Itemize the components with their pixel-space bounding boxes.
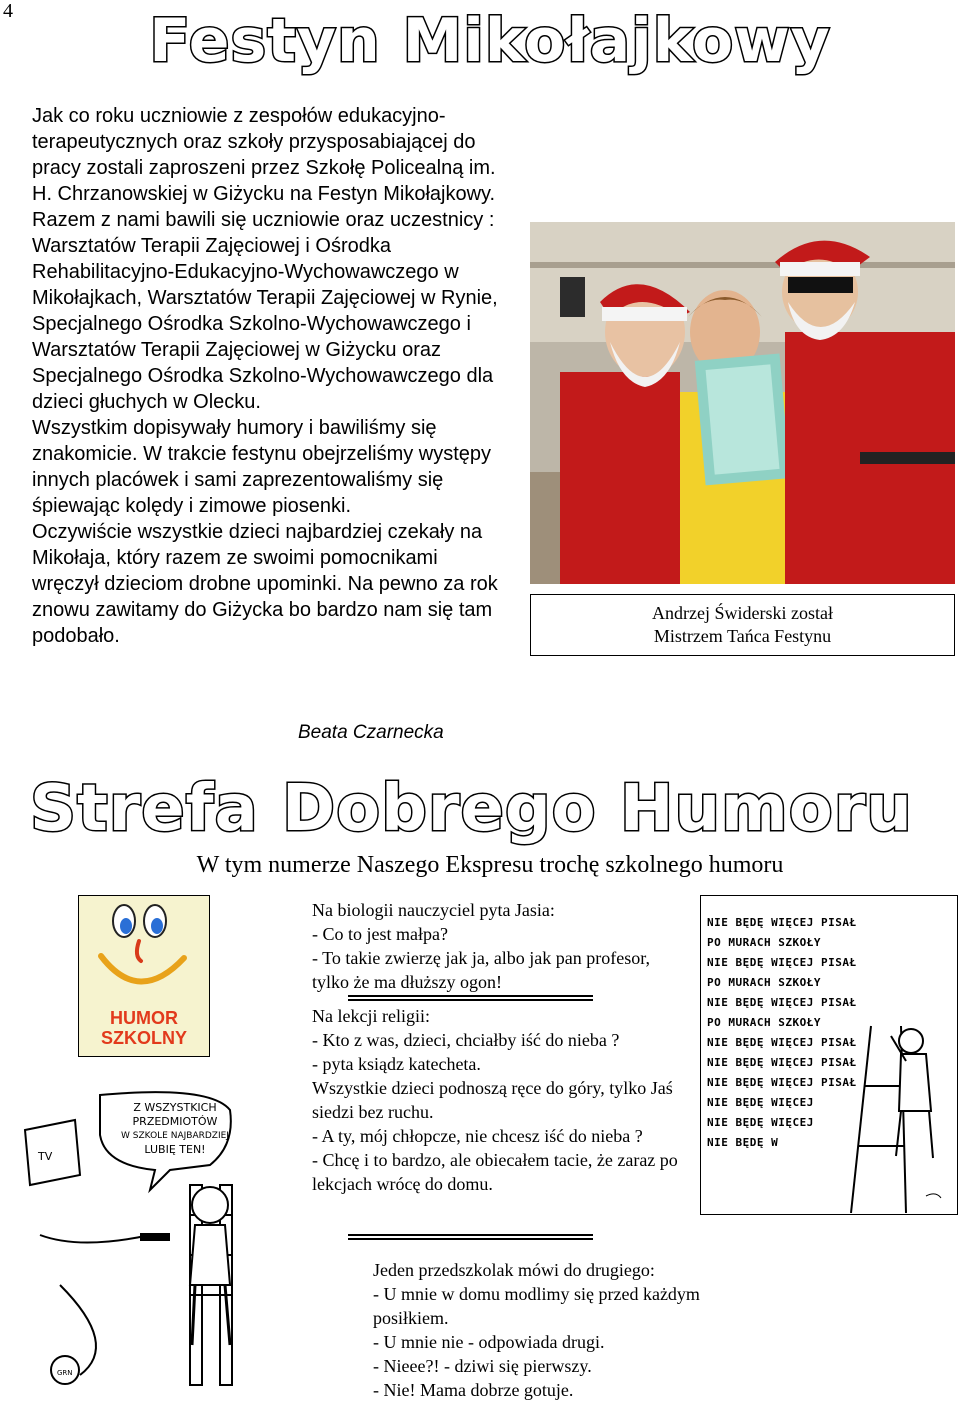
article-author: Beata Czarnecka (298, 722, 444, 743)
joke-line: - U mnie nie - odpowiada drugi. (373, 1332, 605, 1352)
board-line: PO MURACH SZKOŁY (707, 936, 821, 949)
interview-cartoon (20, 1085, 260, 1387)
joke-line: - Kto z was, dzieci, chciałby iść do nieba ? (312, 1030, 620, 1050)
section-subtitle: W tym numerze Naszego Ekspresu trochę szkolnego humoru (196, 852, 784, 878)
humor-logo (78, 895, 210, 1057)
speech-line: PRZEDMIOTÓW (132, 1115, 218, 1128)
board-line: NIE BĘDĘ W (707, 1136, 779, 1149)
joke-line: Na lekcji religii: (312, 1006, 430, 1026)
board-line: PO MURACH SZKOŁY (707, 1016, 821, 1029)
joke-line: - Co to jest małpa? (312, 924, 448, 944)
board-line: NIE BĘDĘ WIĘCEJ PISAŁ (707, 916, 857, 929)
joke-line: Wszystkie dzieci podnoszą ręce do góry, tylko Jaś siedzi bez ruchu. (312, 1078, 673, 1122)
joke-line: - To takie zwierzę jak ja, albo jak pan profesor, tylko że ma dłuższy ogon! (312, 948, 651, 992)
joke-biology (312, 898, 682, 994)
joke-line: - Nie! Mama dobrze gotuje. (373, 1380, 574, 1400)
photo-caption (530, 594, 955, 656)
joke-line: - A ty, mój chłopcze, nie chcesz iść do nieba ? (312, 1126, 643, 1146)
board-line: NIE BĘDĘ WIĘCEJ PISAŁ (707, 1076, 857, 1089)
joke-religion (312, 1004, 682, 1196)
board-line: NIE BĘDĘ WIĘCEJ PISAŁ (707, 956, 857, 969)
board-line: NIE BĘDĘ WIĘCEJ (707, 1096, 814, 1109)
board-line: NIE BĘDĘ WIĘCEJ PISAŁ (707, 1036, 857, 1049)
section-title: Strefa Dobrego Humoru (30, 772, 913, 846)
board-line: NIE BĘDĘ WIĘCEJ PISAŁ (707, 996, 857, 1009)
caption-line: Andrzej Świderski został (652, 603, 833, 623)
article-body (32, 103, 502, 649)
speech-bubble (116, 1101, 234, 1157)
svg-text:GRN: GRN (57, 1369, 73, 1377)
joke-line: - Chcę i to bardzo, ale obiecałem tacie, że zaraz po lekcjach wrócę do domu. (312, 1150, 678, 1194)
board-line: NIE BĘDĘ WIĘCEJ PISAŁ (707, 1056, 857, 1069)
svg-text:TV: TV (38, 1150, 53, 1163)
caption-line: Mistrzem Tańca Festynu (653, 626, 832, 646)
joke-line: Na biologii nauczyciel pyta Jasia: (312, 900, 555, 920)
board-line: PO MURACH SZKOŁY (707, 976, 821, 989)
article-title: Festyn Mikołajkowy (149, 6, 831, 76)
joke-line: - Nieee?! - dziwi się pierwszy. (373, 1356, 592, 1376)
page-number: 4 (3, 0, 13, 22)
joke-line: - U mnie w domu modlimy się przed każdym posiłkiem. (373, 1284, 700, 1328)
board-line: NIE BĘDĘ WIĘCEJ (707, 1116, 814, 1129)
logo-text: SZKOLNY (100, 1028, 187, 1048)
wall-writing-cartoon (700, 895, 958, 1215)
logo-text: HUMOR (110, 1008, 178, 1028)
article-paragraph: Oczywiście wszystkie dzieci najbardziej czekały na Mikołaja, który razem ze swoimi pomocnikami wręczył dzieciom drobne upominki. Na pewno za rok znowu zawitamy do Giżycka bo bardzo nam się tam podobało. (32, 521, 498, 647)
joke-line: - pyta ksiądz katecheta. (312, 1054, 481, 1074)
festival-photo (530, 222, 955, 584)
speech-line: W SZKOLE NAJBARDZIEJ (121, 1131, 229, 1141)
divider (348, 1234, 593, 1240)
article-paragraph: Wszystkim dopisywały humory i bawiliśmy się znakomicie. W trakcie festynu obejrzeliśmy występy innych placówek i sami zaprezentowaliśmy się śpiewając kolędy i zimowe piosenki. (32, 417, 492, 517)
speech-line: Z WSZYSTKICH (133, 1101, 217, 1114)
joke-preschool (373, 1258, 773, 1402)
joke-line: Jeden przedszkolak mówi do drugiego: (373, 1260, 655, 1280)
article-paragraph: Jak co roku uczniowie z zespołów edukacyjno-terapeutycznych oraz szkoły przysposabiającej do pracy zostali zaproszeni przez Szkołę Policealną im. H. Chrzanowskiej w Giżycku na Festyn Mikołajkowy. Razem z nami bawili się uczniowie oraz uczestnicy : Warsztatów Terapii Zajęciowej i Ośrodka Rehabilitacyjno-Edukacyjno-Wychowawczego w Mikołajkach, Warsztatów Terapii Zajęciowej w Rynie, Specjalnego Ośrodka Szkolno-Wychowawczego i Warsztatów Terapii Zajęciowej w Giżycku oraz Specjalnego Ośrodka Szkolno-Wychowawczego dla dzieci głuchych w Olecku. (32, 105, 498, 413)
speech-line: LUBIĘ TEN! (144, 1143, 206, 1156)
divider (348, 995, 593, 1001)
